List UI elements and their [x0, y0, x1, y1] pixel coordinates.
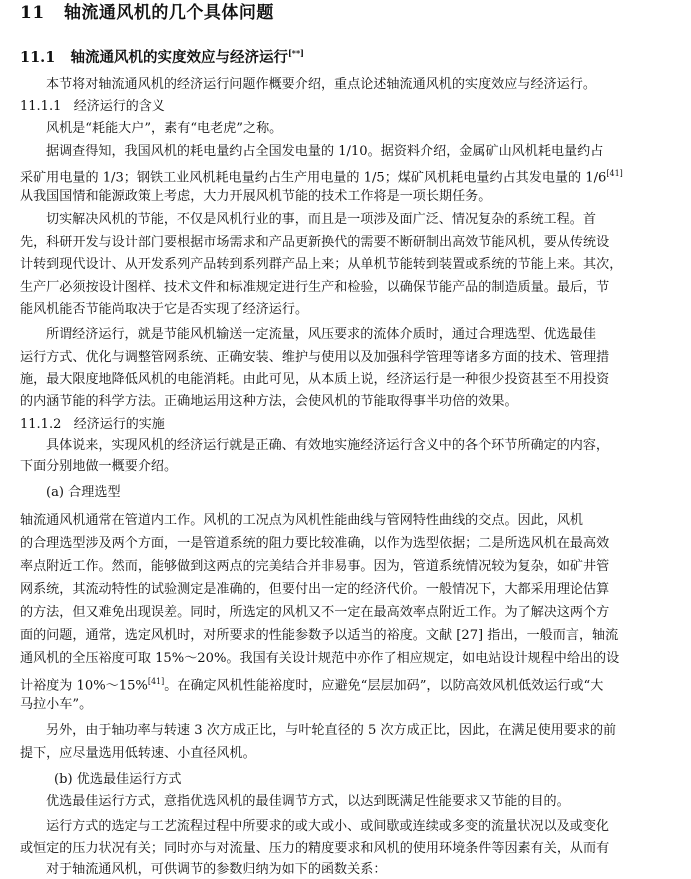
subsection-heading-1: [20, 98, 165, 116]
item-heading-b: (b) 优选最佳运行方式: [54, 772, 182, 787]
paragraph-line: 面的问题，通常，选定风机时，对所要求的性能参数予以适当的裕度。文献 [27] 指出，一般而言，轴流: [20, 628, 619, 643]
paragraph-line-last: 对于轴流通风机，可供调节的参数归纳为如下的函数关系：: [46, 862, 387, 877]
paragraph-line: 率点附近工作。然而，能够做到这两点的完美结合并非易事。因为，管道系统情况较为复杂，如矿井管: [20, 559, 610, 574]
paragraph-line: 下面分别地做一概要介绍。: [20, 459, 178, 474]
paragraph-line: 运行方式的选定与工艺流程过程中所要求的或大或小、或间歇或连续或多变的流量状况以及或变化: [46, 819, 610, 834]
citation-ref: [41]: [147, 677, 165, 686]
paragraph-line: [20, 673, 603, 695]
subsection-number: 11.1.1: [20, 99, 62, 114]
paragraph-line: 施，最大限度地降低风机的电能消耗。由此可见，从本质上说，经济运行是一种很少投资甚至不用投资: [20, 372, 610, 387]
paragraph-line: 或恒定的压力状况有关；同时亦与对流量、压力的精度要求和风机的使用环境条件等因素有关，从而有: [20, 841, 610, 856]
chapter-heading: [20, 4, 274, 22]
subsection-heading-2: [20, 416, 165, 434]
paragraph-line: 提下，应尽量选用低转速、小直径风机。: [20, 746, 256, 761]
paragraph-line: 网系统，其流动特性的试验测定是准确的，但要付出一定的经济代价。一般情况下，大都采用理论估算: [20, 582, 610, 597]
paragraph-text: 采矿用电量的 1/3；钢铁工业风机耗电量约占生产用电量的 1/5；煤矿风机耗电量约占其发电量的 1/6: [20, 170, 607, 186]
paragraph-line: 生产厂必须按设计图样、技术文件和标准规定进行生产和检验，以确保节能产品的制造质量。最后，节: [20, 280, 610, 295]
paragraph-line: 的方法，但又难免出现误差。同时，所选定的风机又不一定在最高效率点附近工作。为了解决这两个方: [20, 605, 610, 620]
paragraph-line: 切实解决风机的节能，不仅是风机行业的事，而且是一项涉及面广泛、情况复杂的系统工程。首: [46, 212, 596, 227]
paragraph-line: 的合理选型涉及两个方面，一是管道系统的阻力要比较准确，以作为选型依据；二是所选风机在最高效: [20, 536, 610, 551]
paragraph-line: 计转到现代设计、从开发系列产品转到系列群产品上来；从单机节能转到装置或系统的节能上来。其次，: [20, 257, 623, 272]
paragraph-line: 先，科研开发与设计部门要根据市场需求和产品更新换代的需要不断研制出高效节能风机，要从传统设: [20, 235, 610, 250]
paragraph-text: 计裕度为 10%～15%: [20, 678, 148, 694]
paragraph-line: 具体说来，实现风机的经济运行就是正确、有效地实施经济运行含义中的各个环节所确定的内容，: [46, 438, 610, 453]
paragraph-line: 所谓经济运行，就是节能风机输送一定流量，风压要求的流体介质时，通过合理选型、优选最佳: [46, 327, 596, 342]
item-heading-a: (a) 合理选型: [46, 485, 121, 500]
paragraph-line: 风机是“耗能大户”，素有“电老虎”之称。: [46, 121, 283, 136]
section-title: 轴流通风机的实度效应与经济运行: [70, 48, 288, 66]
intro-paragraph: 本节将对轴流通风机的经济运行问题作概要介绍，重点论述轴流通风机的实度效应与经济运行。: [46, 77, 596, 92]
citation-ref: [41]: [606, 169, 623, 178]
subsection-title: 经济运行的含义: [73, 99, 165, 114]
section-number: 11.1: [20, 48, 56, 66]
subsection-number: 11.1.2: [20, 417, 62, 432]
paragraph-text: 。在确定风机性能裕度时，应避免“层层加码”，以防高效风机低效运行或“大: [164, 678, 604, 694]
paragraph-line: 通风机的全压裕度可取 15%～20%。我国有关设计规范中亦作了相应规定，如电站设计规程中给出的设: [20, 651, 620, 666]
paragraph-line: 从我国国情和能源政策上考虑，大力开展风机节能的技术工作将是一项长期任务。: [20, 189, 492, 204]
paragraph-line: 能风机能否节能尚取决于它是否实现了经济运行。: [20, 302, 309, 317]
paragraph-line: 据调查得知，我国风机的耗电量约占全国发电量的 1/10。据资料介绍，金属矿山风机耗电量约占: [46, 144, 604, 159]
subsection-title: 经济运行的实施: [73, 417, 165, 432]
section-heading: [20, 44, 304, 67]
chapter-number: 11: [20, 3, 45, 23]
paragraph-line: 的内涵节能的科学方法。正确地运用这种方法，会使风机的节能取得事半功倍的效果。: [20, 394, 518, 409]
paragraph-line: 另外，由于轴功率与转速 3 次方成正比，与叶轮直径的 5 次方成正比，因此，在满足使用要求的前: [46, 723, 617, 738]
paragraph-line: [20, 165, 623, 187]
section-ref: [**]: [287, 48, 304, 58]
chapter-title: 轴流通风机的几个具体问题: [63, 3, 274, 23]
paragraph-line: 优选最佳运行方式，意指优选风机的最佳调节方式，以达到既满足性能要求又节能的目的。: [46, 794, 570, 809]
paragraph-line: 轴流通风机通常在管道内工作。风机的工况点为风机性能曲线与管网特性曲线的交点。因此，风机: [20, 513, 584, 528]
paragraph-line: 运行方式、优化与调整管网系统、正确安装、维护与使用以及加强科学管理等诸多方面的技术、管理措: [20, 350, 610, 365]
paragraph-line: 马拉小车”。: [20, 697, 93, 712]
